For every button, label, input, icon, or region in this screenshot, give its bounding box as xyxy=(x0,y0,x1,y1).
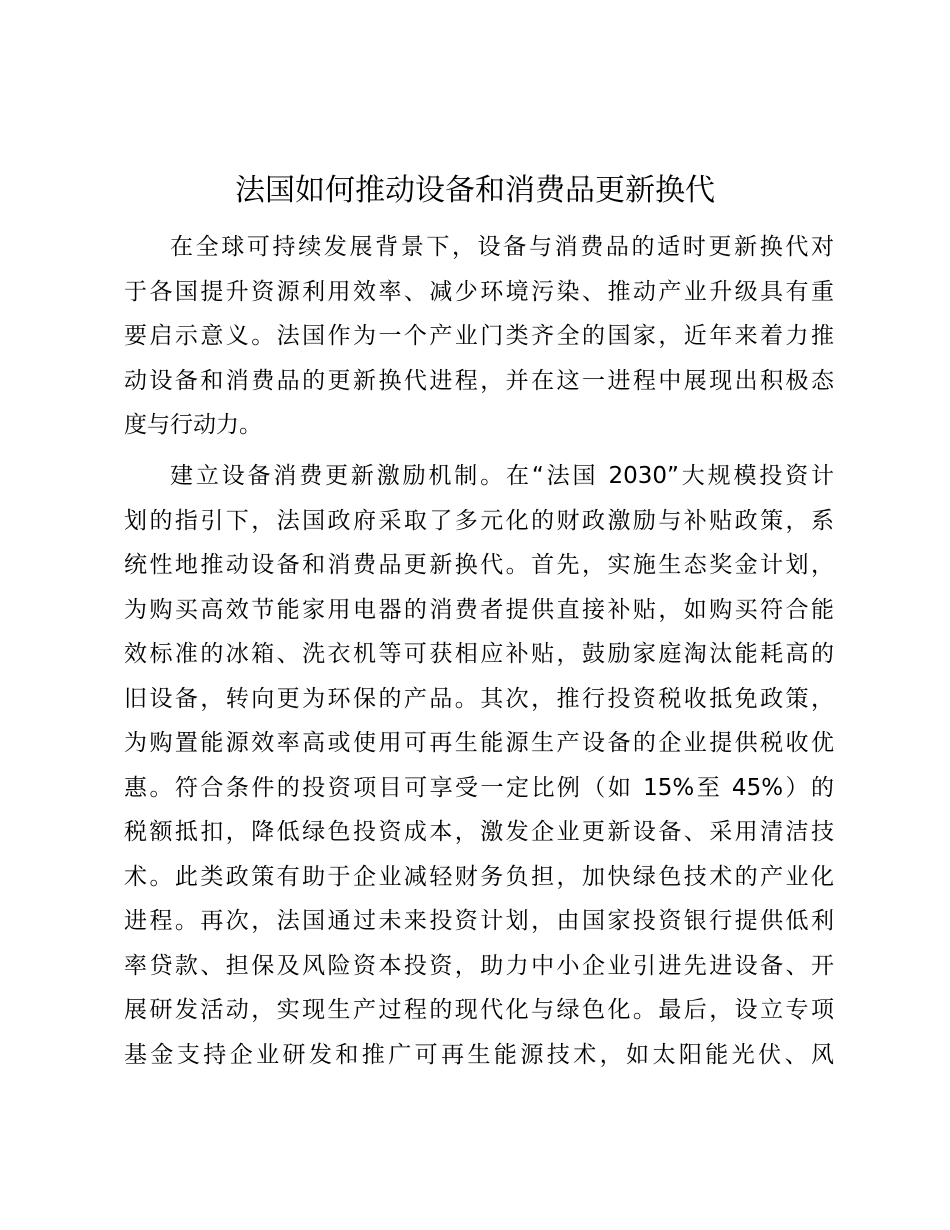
paragraph-line: 在全球可持续发展背景下，设备与消费品的适时更新换代对 xyxy=(170,234,834,260)
paragraph-line: 效标准的冰箱、洗衣机等可获相应补贴，鼓励家庭淘汰能耗高的 xyxy=(124,641,834,667)
paragraph-line: 统性地推动设备和消费品更新换代。首先，实施生态奖金计划， xyxy=(124,552,834,578)
paragraph-line: 为购置能源效率高或使用可再生能源生产设备的企业提供税收优 xyxy=(124,730,834,756)
paragraph-intro xyxy=(124,225,834,448)
paragraph-line: 度与行动力。 xyxy=(124,412,262,438)
paragraph-line: 为购买高效节能家用电器的消费者提供直接补贴，如购买符合能 xyxy=(124,596,834,623)
paragraph-line: 要启示意义。法国作为一个产业门类齐全的国家，近年来着力推 xyxy=(124,323,834,349)
paragraph-line: 建立设备消费更新激励机制。在“法国 2030”大规模投资计 xyxy=(170,463,834,489)
paragraph-line: 展研发活动，实现生产过程的现代化与绿色化。最后，设立专项 xyxy=(124,997,834,1023)
paragraph-incentives xyxy=(124,454,834,1077)
paragraph-line: 术。此类政策有助于企业减轻财务负担，加快绿色技术的产业化 xyxy=(124,863,834,890)
paragraph-line: 税额抵扣，降低绿色投资成本，激发企业更新设备、采用清洁技 xyxy=(124,819,834,845)
paragraph-line: 惠。符合条件的投资项目可享受一定比例（如 15%至 45%）的 xyxy=(124,774,834,801)
paragraph-line: 于各国提升资源利用效率、减少环境污染、推动产业升级具有重 xyxy=(124,278,834,305)
paragraph-line: 划的指引下，法国政府采取了多元化的财政激励与补贴政策，系 xyxy=(124,507,834,534)
document-title: 法国如何推动设备和消费品更新换代 xyxy=(235,173,715,208)
paragraph-line: 率贷款、担保及风险资本投资，助力中小企业引进先进设备、开 xyxy=(124,952,834,979)
paragraph-line: 进程。再次，法国通过未来投资计划，由国家投资银行提供低利 xyxy=(124,908,834,934)
paragraph-line: 动设备和消费品的更新换代进程，并在这一进程中展现出积极态 xyxy=(124,367,834,394)
paragraph-line: 基金支持企业研发和推广可再生能源技术，如太阳能光伏、风 xyxy=(124,1041,834,1068)
paragraph-line: 旧设备，转向更为环保的产品。其次，推行投资税收抵免政策， xyxy=(124,685,834,712)
